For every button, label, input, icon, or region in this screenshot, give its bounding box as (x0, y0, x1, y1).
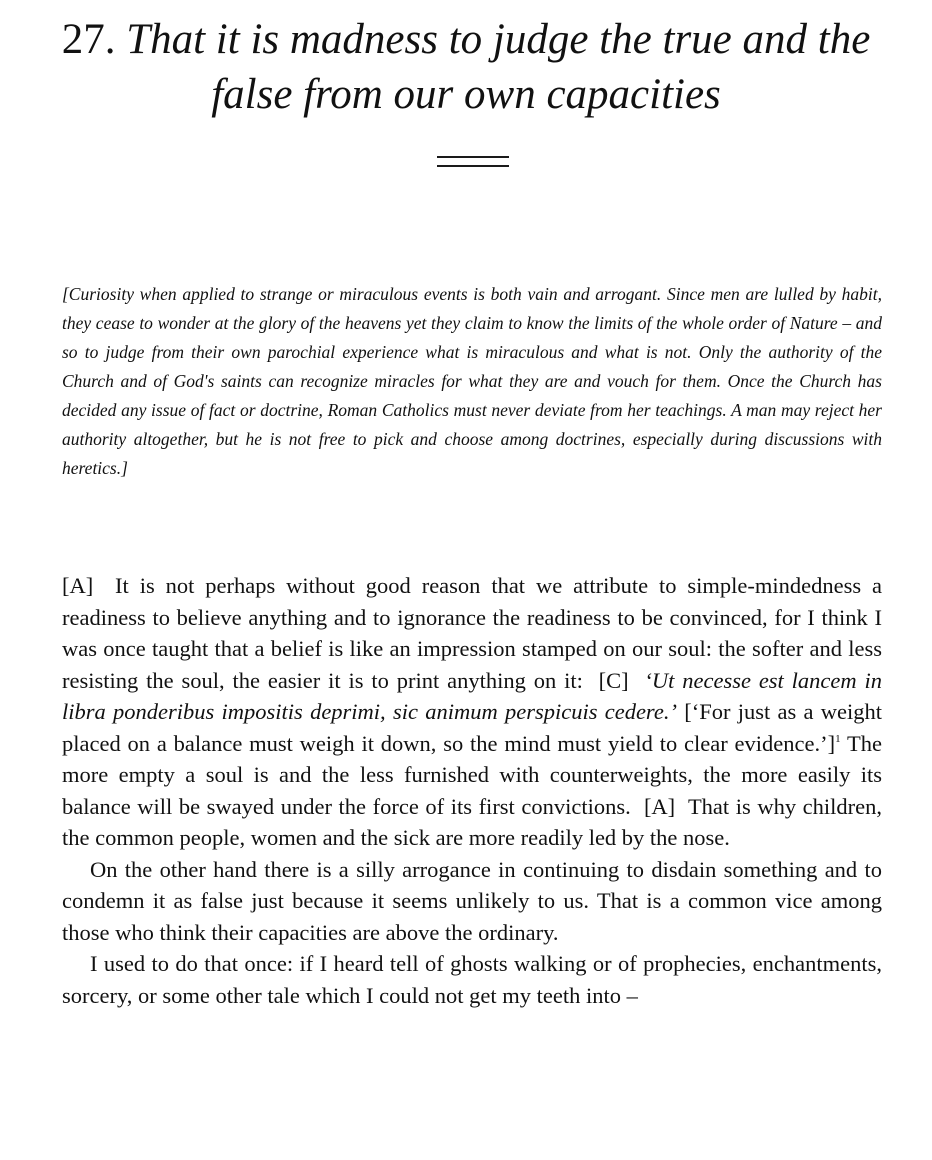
chapter-title (40, 12, 892, 122)
paragraph-1 (62, 570, 882, 854)
paragraph-1-text-c: The more empty a soul is and the less furnished with counterweights, the more easily its balance will be swayed under the force of its first convictions. (62, 730, 882, 819)
chapter-summary: [Curiosity when applied to strange or miraculous events is both vain and arrogant. Since men are lulled by habit, they cease to wonder at the glory of the heavens yet they claim to know the limits of the whole order of Nature – and so to judge from their own parochial experience what is miraculous and what is not. Only the authority of the Church and of God's saints can recognize miracles for what they are and vouch for them. Once the Church has decided any issue of fact or doctrine, Roman Catholics must never deviate from her teachings. A man may reject her authority altogether, but he is not free to pick and choose among doctrines, especially during discussions with heretics.] (62, 284, 882, 478)
chapter-number: 27. (61, 16, 116, 63)
section-marker-c: [C] (598, 667, 629, 693)
paragraph-3: I used to do that once: if I heard tell of ghosts walking or of prophecies, enchantments, sorcery, or some other tale which I could not get my teeth into – (62, 951, 882, 1008)
main-text (62, 570, 882, 1011)
latin-quotation: ‘Ut necesse est lancem in libra ponderibus impositis deprimi, sic animum perspicuis cedere.’ (62, 667, 883, 724)
paragraph-1-text-a: It is not perhaps without good reason that we attribute to simple-mindedness a readiness to believe anything and to ignorance the readiness to be convinced, for I think I was once taught that a belief is like an impression stamped on our soul: the softer and less resisting the soul, the easier it is to print anything on it: (62, 573, 883, 693)
paragraph-1-text-a2: That is why children, the common people, women and the sick are more readily led by the nose. (62, 793, 883, 850)
double-rule-divider (437, 156, 509, 167)
quotation-translation: [‘For just as a weight placed on a balance must weigh it down, so the mind must yield to clear evidence.’] (62, 699, 883, 756)
section-marker-a-2: [A] (643, 793, 676, 819)
chapter-title-text: That it is madness to judge the true and the false from our own capacities (126, 16, 871, 118)
section-marker-a: [A] (62, 573, 94, 598)
paragraph-2: On the other hand there is a silly arrogance in continuing to disdain something and to condemn it as false just because it seems unlikely to us. That is a common vice among those who think their capacities are above the ordinary. (62, 856, 882, 945)
footnote-marker: 1 (835, 732, 841, 745)
